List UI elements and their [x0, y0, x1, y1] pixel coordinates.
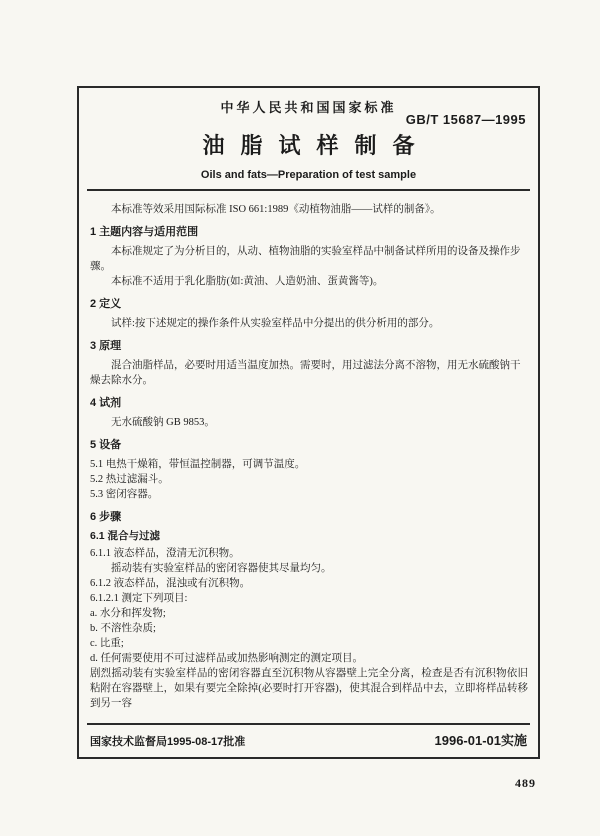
approval-note: 国家技术监督局1995-08-17批准 [90, 736, 246, 748]
list-item-d: d. 任何需要使用不可过滤样品或加热影响测定的测定项目。 [90, 653, 363, 664]
standard-code: GB/T 15687—1995 [405, 112, 526, 127]
implementation-date: 1996-01-01实施 [434, 733, 527, 748]
page-number: 489 [515, 776, 536, 790]
section-5-heading: 5 设备 [90, 439, 122, 451]
section-1-heading: 1 主题内容与适用范围 [90, 226, 199, 238]
footer-rule [87, 723, 530, 725]
clause-5-2: 5.2 热过滤漏斗。 [90, 474, 169, 485]
clause-6-1-heading: 6.1 混合与过滤 [90, 530, 161, 542]
intro-paragraph: 本标准等效采用国际标准 ISO 661:1989《动植物油脂——试样的制备》。 [111, 204, 441, 215]
section-1-paragraph: 本标准规定了为分析目的，从动、植物油脂的实验室样品中制备试样所用的设备及操作步骤。 [90, 246, 521, 272]
clause-6-1-2: 6.1.2 液态样品，混浊或有沉积物。 [90, 578, 251, 589]
section-6-heading: 6 步骤 [90, 511, 122, 523]
clause-5-1: 5.1 电热干燥箱，带恒温控制器，可调节温度。 [90, 459, 306, 470]
clause-6-1-1-paragraph: 摇动装有实验室样品的密闭容器使其尽量均匀。 [111, 563, 332, 574]
footer [90, 730, 527, 749]
section-2-heading: 2 定义 [90, 298, 122, 310]
document-title-en: Oils and fats—Preparation of test sample [200, 169, 417, 181]
list-item-c: c. 比重; [90, 638, 124, 649]
list-item-b: b. 不溶性杂质; [90, 623, 156, 634]
clause-6-1-1: 6.1.1 液态样品，澄清无沉积物。 [90, 548, 240, 559]
document-body [79, 191, 538, 711]
standard-org-title: 中华人民共和国国家标准 [220, 100, 397, 115]
closing-paragraph: 剧烈摇动装有实验室样品的密闭容器直至沉积物从容器壁上完全分离，检查是否有沉积物依旧粘附在容器壁上，如果有要完全除掉(必要时打开容器)，使其混合到样品中去，立即将样品转移到另一容 [90, 668, 528, 709]
clause-5-3: 5.3 密闭容器。 [90, 489, 159, 500]
document-title-cn: 油脂试样制备 [202, 133, 431, 158]
section-4-paragraph: 无水硫酸钠 GB 9853。 [111, 417, 215, 428]
section-2-paragraph: 试样:按下述规定的操作条件从实验室样品中分提出的供分析用的部分。 [111, 318, 440, 329]
clause-6-1-2-1: 6.1.2.1 测定下列项目: [90, 593, 188, 604]
page-border-frame [77, 86, 540, 759]
section-3-paragraph: 混合油脂样品，必要时用适当温度加热。需要时，用过滤法分离不溶物，用无水硫酸钠干燥去除水分。 [90, 360, 521, 386]
section-4-heading: 4 试剂 [90, 397, 122, 409]
section-3-heading: 3 原理 [90, 340, 122, 352]
list-item-a: a. 水分和挥发物; [90, 608, 166, 619]
section-1-paragraph: 本标准不适用于乳化脂肪(如:黄油、人造奶油、蛋黄酱等)。 [111, 276, 384, 287]
